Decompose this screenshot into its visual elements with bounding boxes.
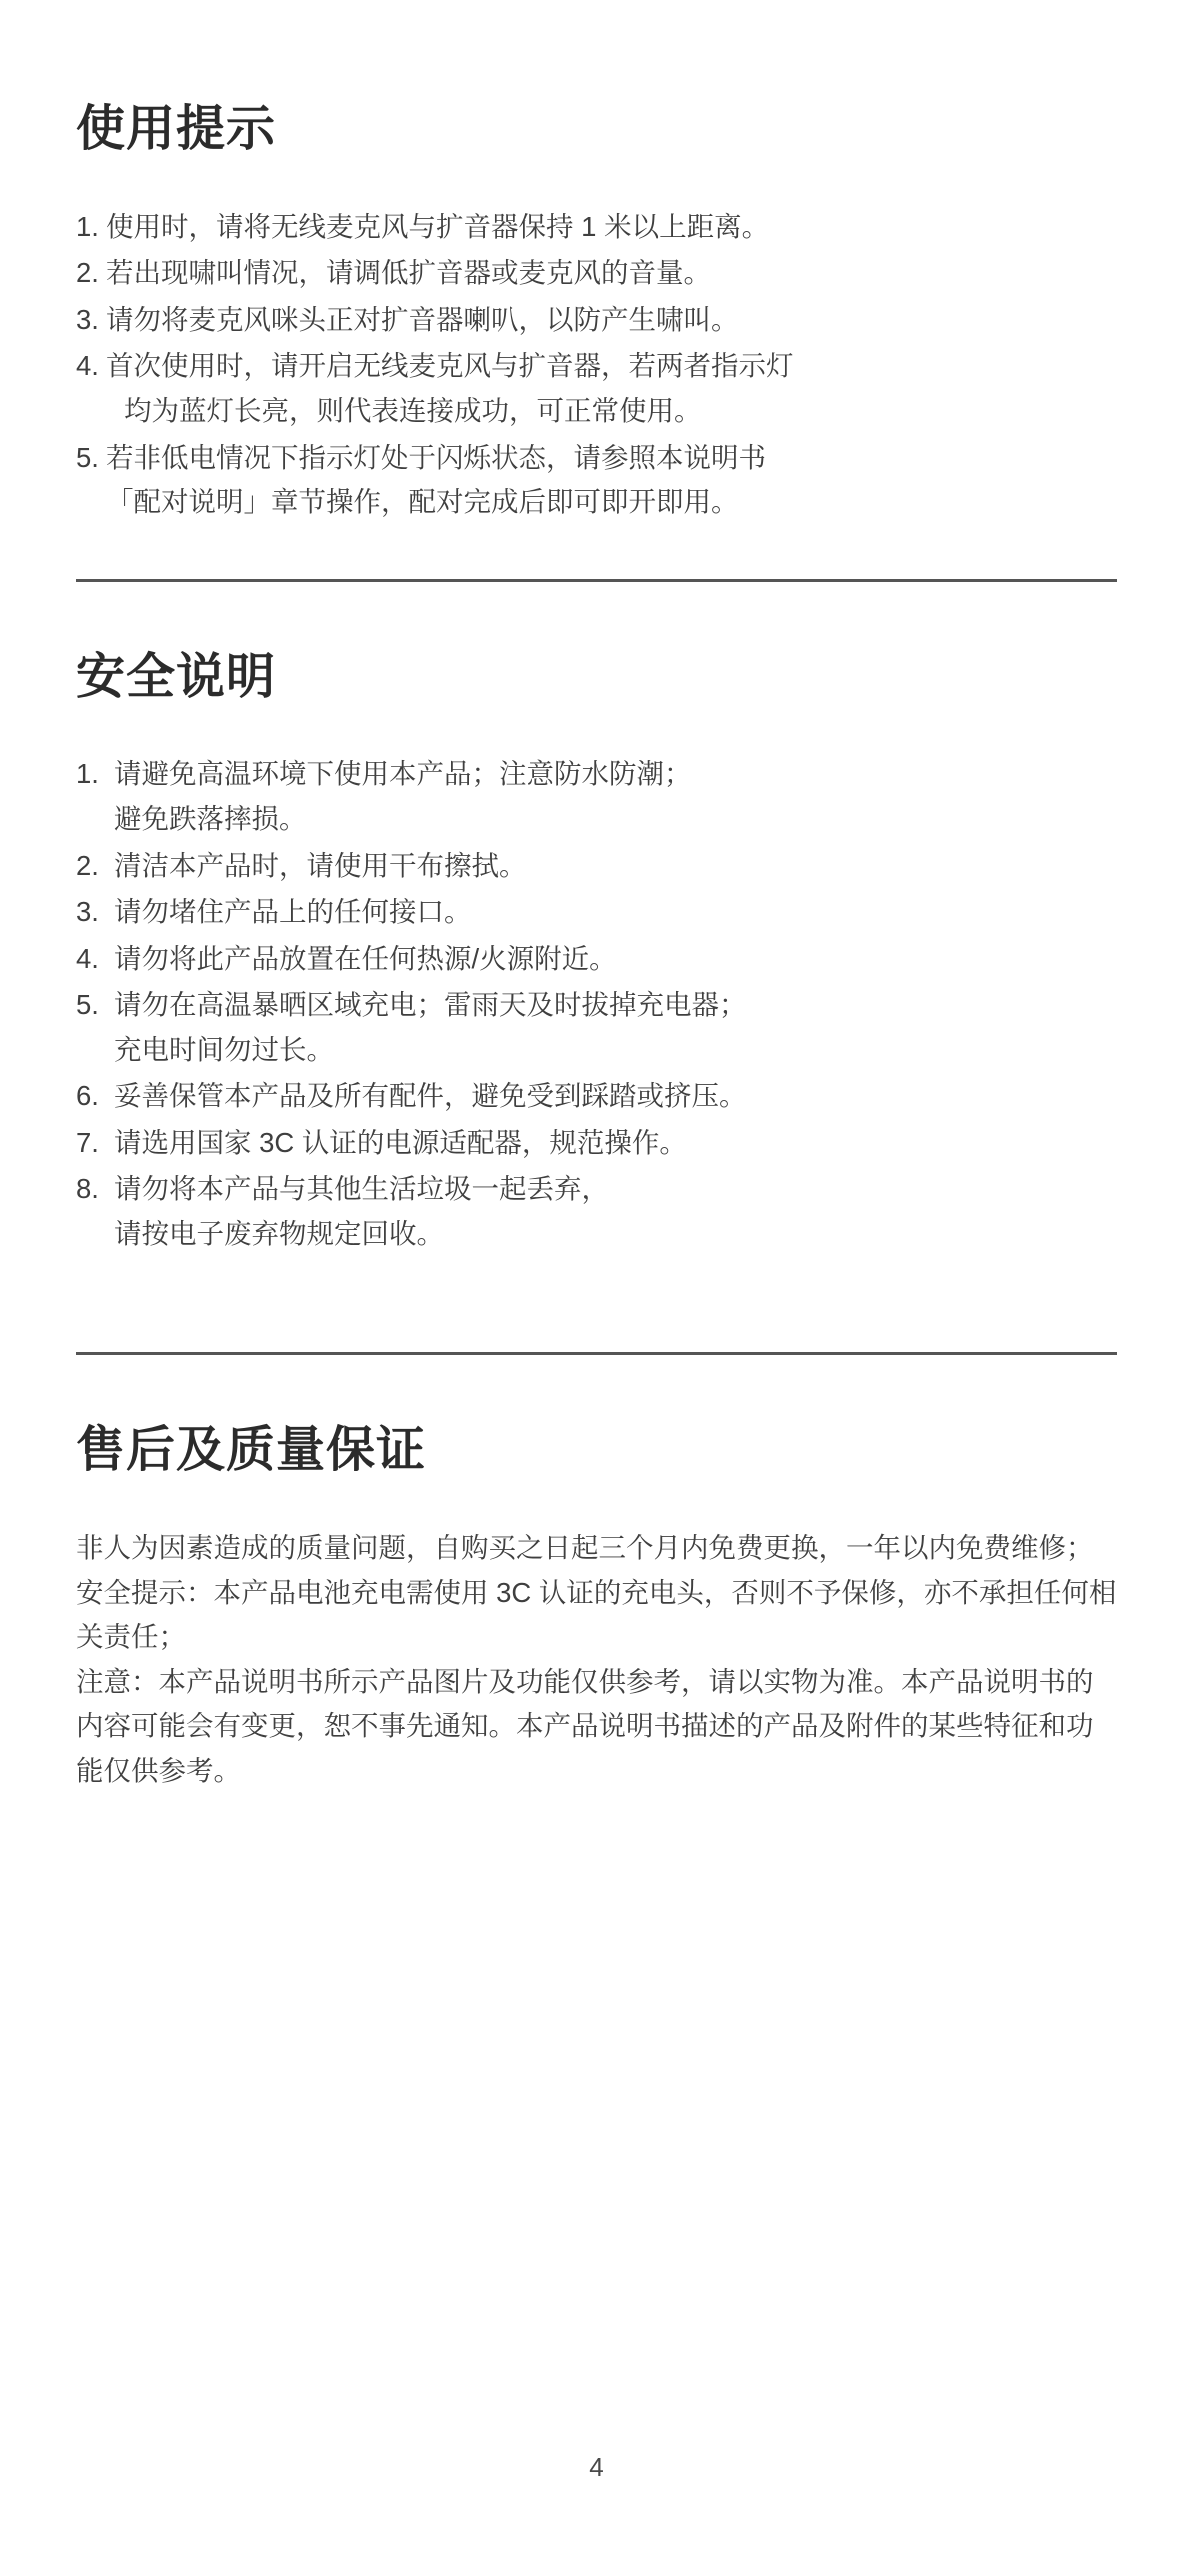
list-item-number: 8.	[76, 1173, 99, 1205]
list-item-text	[114, 890, 1117, 935]
list-item-line: 请按电子废弃物规定回收。	[114, 1217, 444, 1249]
spacer	[76, 582, 1117, 648]
list-item-text	[114, 1121, 1117, 1166]
list-item-line: 首次使用时，请开启无线麦克风与扩音器，若两者指示灯	[106, 350, 794, 382]
list-item-line: 若出现啸叫情况，请调低扩音器或麦克风的音量。	[106, 257, 711, 289]
paragraph: 安全提示：本产品电池充电需使用 3C 认证的充电头，否则不予保修，亦不承担任何相关责任；	[76, 1576, 1117, 1653]
list-item-text	[114, 983, 1117, 1072]
section-safety-instructions	[76, 648, 1117, 1257]
paragraph: 非人为因素造成的质量问题，自购买之日起三个月内免费更换，一年以内免费维修；	[76, 1532, 1094, 1564]
list-item-line: 充电时间勿过长。	[114, 1033, 334, 1065]
list-item	[76, 937, 1117, 982]
list-item-line: 请勿将本产品与其他生活垃圾一起丢弃，	[114, 1173, 609, 1205]
list-item	[76, 436, 1117, 525]
section-usage-tips	[76, 100, 1117, 525]
paragraph: 注意：本产品说明书所示产品图片及功能仅供参考，请以实物为准。本产品说明书的内容可能会有变更，恕不事先通知。本产品说明书描述的产品及附件的某些特征和功能仅供参考。	[76, 1665, 1094, 1786]
list-item	[76, 205, 1117, 250]
list-item-text	[114, 1074, 1117, 1119]
spacer	[76, 1355, 1117, 1421]
list-item-number: 2.	[76, 849, 99, 881]
list-item-line: 请勿在高温暴晒区域充电；雷雨天及时拔掉充电器；	[114, 989, 747, 1021]
list-item	[76, 983, 1117, 1072]
list-item	[76, 890, 1117, 935]
list-item-line: 「配对说明」章节操作，配对完成后即可即开即用。	[106, 486, 739, 518]
list-item-line: 请勿堵住产品上的任何接口。	[114, 896, 472, 928]
list-item-text	[106, 344, 1117, 433]
list-item-text	[106, 436, 1117, 525]
list-item	[76, 251, 1117, 296]
list-item-number: 7.	[76, 1126, 99, 1158]
spacer	[76, 1258, 1117, 1298]
list-item-line: 避免跌落摔损。	[114, 802, 307, 834]
list-item-line: 请勿将麦克风咪头正对扩音器喇叭，以防产生啸叫。	[106, 303, 739, 335]
list-item-number: 1.	[76, 210, 99, 242]
list-item-text	[114, 752, 1117, 841]
list-item	[76, 1167, 1117, 1256]
list-item	[76, 1121, 1117, 1166]
section-after-sales	[76, 1421, 1117, 1793]
list-item-text	[106, 205, 1117, 250]
list-item-line: 清洁本产品时，请使用干布擦拭。	[114, 849, 527, 881]
list-item-number: 5.	[76, 441, 99, 473]
list-item-number: 4.	[76, 350, 99, 382]
section-title-usage-tips: 使用提示	[76, 102, 277, 156]
list-item	[76, 344, 1117, 433]
list-item-text	[106, 251, 1117, 296]
list-item-line: 若非低电情况下指示灯处于闪烁状态，请参照本说明书	[106, 441, 766, 473]
page-number: 4	[589, 2452, 604, 2482]
list-item-number: 4.	[76, 942, 99, 974]
list-item-number: 3.	[76, 896, 99, 928]
list-item	[76, 1074, 1117, 1119]
list-item	[76, 844, 1117, 889]
safety-instructions-list	[76, 752, 1117, 1256]
list-item-text	[114, 844, 1117, 889]
list-item-number: 5.	[76, 989, 99, 1021]
section-title-after-sales: 售后及质量保证	[76, 1423, 427, 1478]
list-item-line: 请避免高温环境下使用本产品；注意防水防潮；	[114, 758, 692, 790]
list-item-number: 6.	[76, 1080, 99, 1112]
list-item-line: 使用时，请将无线麦克风与扩音器保持 1 米以上距离。	[106, 210, 770, 242]
list-item-text	[114, 937, 1117, 982]
list-item-line: 请勿将此产品放置在任何热源/火源附近。	[114, 942, 617, 974]
list-item-number: 2.	[76, 257, 99, 289]
list-item-number: 3.	[76, 303, 99, 335]
section-title-safety-instructions: 安全说明	[76, 649, 277, 704]
list-item-text	[106, 298, 1117, 343]
usage-tips-list	[76, 205, 1117, 525]
list-item-line: 均为蓝灯长亮，则代表连接成功，可正常使用。	[124, 394, 702, 426]
list-item	[76, 298, 1117, 343]
after-sales-body	[76, 1526, 1117, 1793]
list-item	[76, 752, 1117, 841]
list-item-text	[114, 1167, 1117, 1256]
list-item-line: 妥善保管本产品及所有配件，避免受到踩踏或挤压。	[114, 1080, 747, 1112]
list-item-number: 1.	[76, 758, 99, 790]
list-item-line: 请选用国家 3C 认证的电源适配器，规范操作。	[114, 1126, 687, 1158]
